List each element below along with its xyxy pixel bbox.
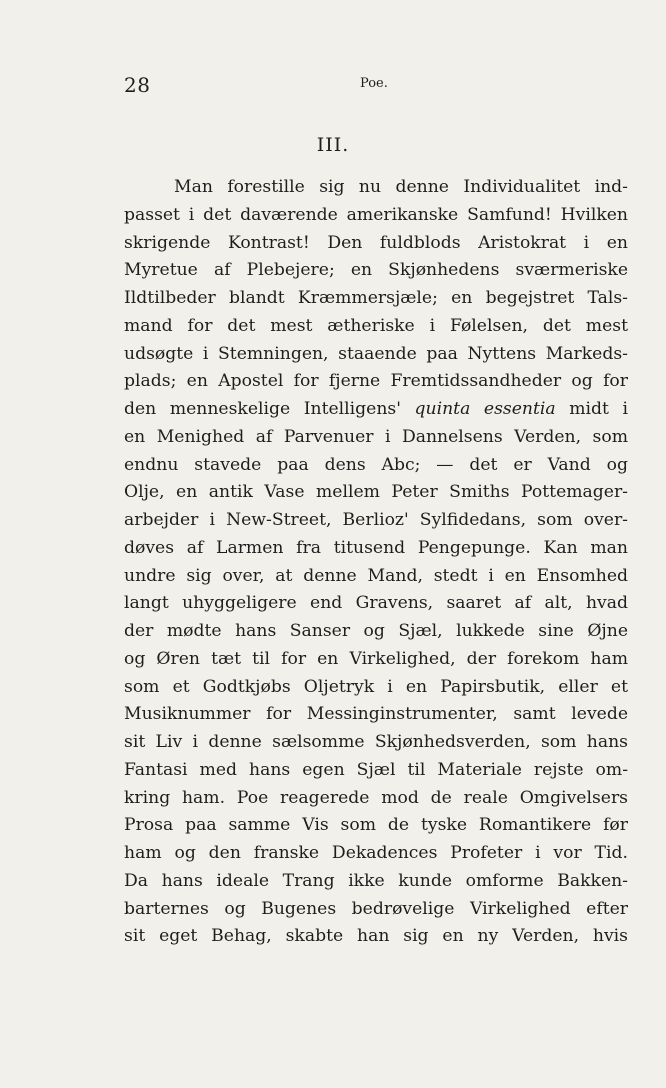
text-line: barternes og Bugenes bedrøvelige Virkelighed efter	[124, 898, 628, 919]
text-line: Man forestille sig nu denne Individualitet ind-	[174, 177, 628, 197]
page-number: 28	[124, 73, 151, 97]
running-head	[124, 72, 628, 102]
text-line: plads; en Apostel for fjerne Fremtidssandheder og for	[124, 371, 628, 392]
text-line: skrigende Kontrast! Den fuldblods Aristokrat i en	[124, 232, 628, 253]
text-line: Prosa paa samme Vis som de tyske Romantikere før	[124, 815, 628, 836]
body-paragraph	[124, 174, 628, 951]
text-line: Ildtilbeder blandt Kræmmersjæle; en begejstret Tals-	[124, 288, 628, 308]
text-segment: midt i	[555, 399, 628, 419]
text-line: Da hans ideale Trang ikke kunde omforme Bakken-	[124, 870, 628, 891]
text-line: der mødte hans Sanser og Sjæl, lukkede sine Øjne	[124, 621, 628, 641]
text-line: Olje, en antik Vase mellem Peter Smiths Pottemager-	[124, 482, 628, 503]
text-line: Musiknummer for Messinginstrumenter, samt levede	[124, 704, 628, 725]
text-line-with-italic	[124, 396, 628, 424]
italic-phrase: quinta essentia	[414, 399, 556, 419]
text-line: langt uhyggeligere end Gravens, saaret af alt, hvad	[124, 593, 628, 614]
text-line: og Øren tæt til for en Virkelighed, der forekom ham	[124, 648, 628, 669]
section-heading: III.	[316, 134, 350, 156]
text-line: endnu stavede paa dens Abc; — det er Vand og	[124, 454, 628, 475]
text-line: sit Liv i denne sælsomme Skjønhedsverden, som hans	[124, 732, 628, 752]
text-line: ham og den franske Dekadences Profeter i vor Tid.	[124, 843, 628, 863]
text-line: Myretue af Plebejere; en Skjønhedens sværmeriske	[124, 260, 628, 281]
text-line: udsøgte i Stemningen, staaende paa Nyttens Markeds-	[124, 343, 628, 364]
text-line: en Menighed af Parvenuer i Dannelsens Verden, som	[124, 426, 628, 447]
text-segment: den menneskelige Intelligens'	[124, 399, 415, 419]
text-line: døves af Larmen fra titusend Pengepunge. Kan man	[124, 537, 628, 558]
running-title: Poe.	[360, 76, 388, 91]
text-line: undre sig over, at denne Mand, stedt i en Ensomhed	[124, 565, 628, 586]
text-line: sit eget Behag, skabte han sig en ny Verden, hvis	[124, 926, 628, 947]
text-line: arbejder i New-Street, Berlioz' Sylfidedans, som over-	[124, 510, 628, 530]
text-line: som et Godtkjøbs Oljetryk i en Papirsbutik, eller et	[124, 676, 628, 697]
text-line: kring ham. Poe reagerede mod de reale Omgivelsers	[124, 787, 628, 808]
text-line: mand for det mest ætheriske i Følelsen, det mest	[124, 315, 628, 336]
text-line: passet i det daværende amerikanske Samfund! Hvilken	[124, 204, 628, 225]
text-line: Fantasi med hans egen Sjæl til Materiale rejste om-	[124, 759, 628, 780]
